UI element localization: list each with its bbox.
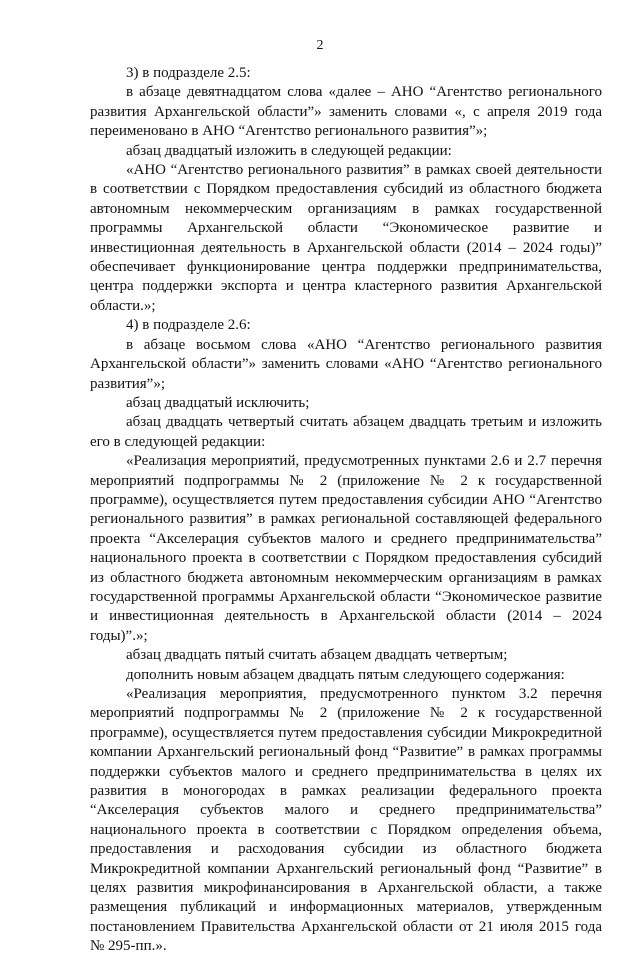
paragraph: абзац двадцатый исключить; [126, 394, 310, 411]
paragraph: «АНО “Агентство регионального развития” в рамках своей деятельности в соответствии с Порядком предоставления субсидий из областного бюджета автономным некоммерческим организациям в рамках государственной программы Архангельской области “Экономическое развитие и инвестиционная деятельность в Архангельской области (2014 – 2024 годы)” обеспечивает функционирование центра поддержки предпринимательства, центра поддержки экспорта и центра кластерного развития Архангельской области.»; [90, 162, 602, 314]
paragraph: дополнить новым абзацем двадцать пятым следующего содержания: [126, 666, 565, 683]
document-body [90, 64, 602, 957]
paragraph: «Реализация мероприятия, предусмотренного пунктом 3.2 перечня мероприятий подпрограммы № 2 (приложение № 2 к государственной программе), осуществляется путем предоставления субсидии Микрокредитной компании Архангельский региональный фонд “Развитие” в рамках программы поддержки субъектов малого и среднего предпринимательства в целях их развития в моногородах в рамках реализации федерального проекта “Акселерация субъектов малого и среднего предпринимательства” национального проекта в соответствии с Порядком определения объема, предоставления и расходования субсидии из областного бюджета Микрокредитной компании Архангельский региональный фонд “Развитие” в целях развития микрофинансирования в Архангельской области, а также размещения публикаций и информационных материалов, утвержденным постановлением Правительства Архангельской области от 21 июля 2015 года № 295-пп.». [90, 686, 602, 955]
page-number: 2 [316, 38, 324, 53]
paragraph: 3) в подразделе 2.5: [126, 65, 251, 81]
paragraph: «Реализация мероприятий, предусмотренных пунктами 2.6 и 2.7 перечня мероприятий подпрограммы № 2 (приложение № 2 к государственной программе), осуществляется путем предоставления субсидии АНО “Агентство регионального развития” в рамках региональной составляющей федерального проекта “Акселерация субъектов малого и среднего предпринимательства” национального проекта в соответствии с Порядком предоставления субсидий из областного бюджета автономным некоммерческим организациям в рамках государственной программы Архангельской области “Экономическое развитие и инвестиционная деятельность в Архангельской области (2014 – 2024 годы)”.»; [90, 453, 602, 644]
paragraph: в абзаце девятнадцатом слова «далее – АНО “Агентство регионального развития Архангельской области”» заменить словами «, с апреля 2019 года переименовано в АНО “Агентство регионального развития”»; [90, 84, 602, 140]
paragraph: абзац двадцать пятый считать абзацем двадцать четвертым; [126, 647, 508, 664]
paragraph: 4) в подразделе 2.6: [126, 317, 251, 334]
paragraph: в абзаце восьмом слова «АНО “Агентство регионального развития Архангельской области”» заменить словами «АНО “Агентство регионального развития”»; [90, 336, 602, 392]
paragraph: абзац двадцатый изложить в следующей редакции: [126, 142, 452, 159]
paragraph: абзац двадцать четвертый считать абзацем двадцать третьим и изложить его в следующей редакции: [90, 414, 602, 450]
